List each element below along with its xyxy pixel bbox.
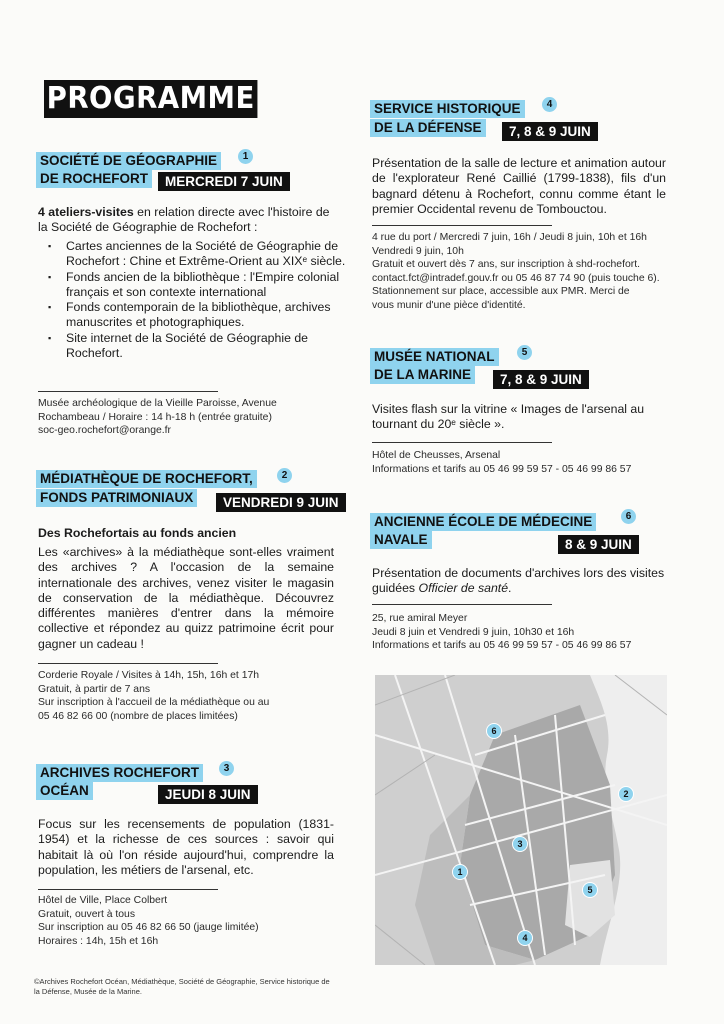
info-line: contact.fct@intradef.gouv.fr ou 05 46 87 74 90 (puis touche 6). [372,272,660,284]
info-line: Sur inscription à l'accueil de la médiathèque ou au [38,697,270,709]
venue-5-line2: DE LA MARINE [370,366,475,384]
venue-6-date: 8 & 9 JUIN [558,535,639,554]
venue-4-info [372,231,672,313]
page-title: PROGRAMME [44,80,257,118]
venue-5-info [372,449,672,476]
info-line: Informations et tarifs au 05 46 99 59 57 - 05 46 99 86 57 [372,640,632,652]
list-item: ▪ Fonds ancien de la bibliothèque : l'Empire colonial français et son contexte international [66,270,356,301]
info-line: Musée archéologique de la Vieille Paroisse, Avenue [38,398,277,409]
venue-2-date: VENDREDI 9 JUIN [216,493,346,512]
info-line: Rochambeau / Horaire : 14 h-18 h (entrée gratuite) [38,411,272,423]
venue-1-intro [38,205,334,236]
venue-1-number: 1 [238,149,253,164]
list-item: ▪ Fonds contemporain de la bibliothèque, archives manuscrites et photographiques. [66,300,356,331]
venue-2-line1: MÉDIATHÈQUE DE ROCHEFORT, [36,470,257,488]
venue-3-line1: ARCHIVES ROCHEFORT [36,764,203,782]
info-line: Corderie Royale / Visites à 14h, 15h, 16h et 17h [38,670,260,681]
venue-2-info [38,669,338,723]
venue-5-date: 7, 8 & 9 JUIN [493,370,589,389]
venue-4-line1: SERVICE HISTORIQUE [370,100,525,118]
map-pin-5: 5 [582,882,598,898]
venue-3-number: 3 [219,761,234,776]
info-line: Stationnement sur place, accessible aux PMR. Merci de [372,286,630,298]
info-line: Gratuit, à partir de 7 ans [38,683,151,695]
venue-2-number: 2 [277,468,292,483]
venue-5-body: Visites flash sur la vitrine « Images de l'arsenal au tournant du 20ᵉ siècle ». [372,402,645,432]
info-line: Gratuit, ouvert à tous [38,908,136,920]
list-item: ▪ Cartes anciennes de la Société de Géographie de Rochefort : Chine et Extrême-Orient au XIXᵉ siècle. [66,239,356,270]
venue-4-number: 4 [542,97,557,112]
venue-3-info [38,894,338,948]
venue-3-date: JEUDI 8 JUIN [158,785,258,804]
info-line: Sur inscription au 05 46 82 66 50 (jauge limitée) [38,922,259,934]
venue-6-line1: ANCIENNE ÉCOLE DE MÉDECINE [370,513,596,531]
venue-2-body: Les «archives» à la médiathèque sont-elles vraiment des archives ? A l'occasion de la semaine internationale des archives, venez visiter le magasin de conservation de la médiathèque. Découvrez différentes manières d'entrer dans la mémoire collective et répondez au quizz patrimoine écrit pour gagner un cadeau ! [38,545,334,651]
city-map [375,675,667,965]
photo-credit: ©Archives Rochefort Océan, Médiathèque, Société de Géographie, Service historique de la Défense, Musée de la Marine. [34,977,330,996]
venue-1-line2: DE ROCHEFORT [36,170,152,188]
divider [372,225,552,226]
info-line: 05 46 82 66 00 (nombre de places limitées) [38,710,238,722]
map-graphic [375,675,667,965]
map-pin-3: 3 [512,836,528,852]
map-pin-4: 4 [517,930,533,946]
divider [38,391,218,392]
venue-3-body: Focus sur les recensements de population (1831-1954) et la richesse de ces sources : savoir qui habitait là où l'on réside aujourd'hui, comprendre la population, les métiers de l'arsenal, etc. [38,817,334,877]
venue-1-line1: SOCIÉTÉ DE GÉOGRAPHIE [36,152,221,170]
divider [38,663,218,664]
info-line: 25, rue amiral Meyer [372,613,468,624]
info-line: Horaires : 14h, 15h et 16h [38,935,159,947]
venue-6-body-start: Présentation de documents d'archives lors des visites guidées [372,566,665,596]
venue-1-bullet-list [44,239,356,361]
divider [372,442,552,443]
venue-2-subtitle: Des Rochefortais au fonds ancien [38,526,237,540]
info-line: Hôtel de Cheusses, Arsenal [372,450,501,461]
venue-4-body: Présentation de la salle de lecture et animation autour de l'explorateur René Caillié (1799-1838), fils d'un bagnard détenu à Rochefort, connu comme étant le premier Occidental revenu de Tombouctou. [372,156,666,216]
info-line: vous munir d'une pièce d'identité. [372,299,526,311]
venue-6-number: 6 [621,509,636,524]
venue-5-line1: MUSÉE NATIONAL [370,348,499,366]
venue-1-intro-rest: en relation directe avec l'histoire de la Société de Géographie de Rochefort : [38,205,330,235]
info-line: Gratuit et ouvert dès 7 ans, sur inscription à shd-rochefort. [372,259,640,271]
venue-6-body-italic: Officier de santé [418,581,509,596]
venue-3-line2: OCÉAN [36,782,93,800]
venue-6-body-end: . [508,581,512,596]
info-line: Informations et tarifs au 05 46 99 59 57 - 05 46 99 86 57 [372,463,632,475]
venue-4-date: 7, 8 & 9 JUIN [502,122,598,141]
venue-4-line2: DE LA DÉFENSE [370,119,486,137]
info-line: Jeudi 8 juin et Vendredi 9 juin, 10h30 et 16h [372,626,575,638]
venue-6-line2: NAVALE [370,531,432,549]
venue-1-info [38,397,338,438]
list-item: ▪ Site internet de la Société de Géographie de Rochefort. [66,331,356,362]
venue-6-body [372,566,666,597]
info-line: Vendredi 9 juin, 10h [372,245,464,257]
venue-1-intro-bold: 4 ateliers-visites [38,205,134,219]
venue-1-date: MERCREDI 7 JUIN [158,172,290,191]
map-pin-6: 6 [486,723,502,739]
divider [38,889,218,890]
map-pin-2: 2 [618,786,634,802]
info-line: soc-geo.rochefort@orange.fr [38,425,171,437]
venue-2-line2: FONDS PATRIMONIAUX [36,489,197,507]
venue-6-info [372,612,672,653]
venue-5-number: 5 [517,345,532,360]
info-line: Hôtel de Ville, Place Colbert [38,895,168,906]
map-pin-1: 1 [452,864,468,880]
info-line: 4 rue du port / Mercredi 7 juin, 16h / Jeudi 8 juin, 10h et 16h [372,232,647,243]
divider [372,604,552,605]
